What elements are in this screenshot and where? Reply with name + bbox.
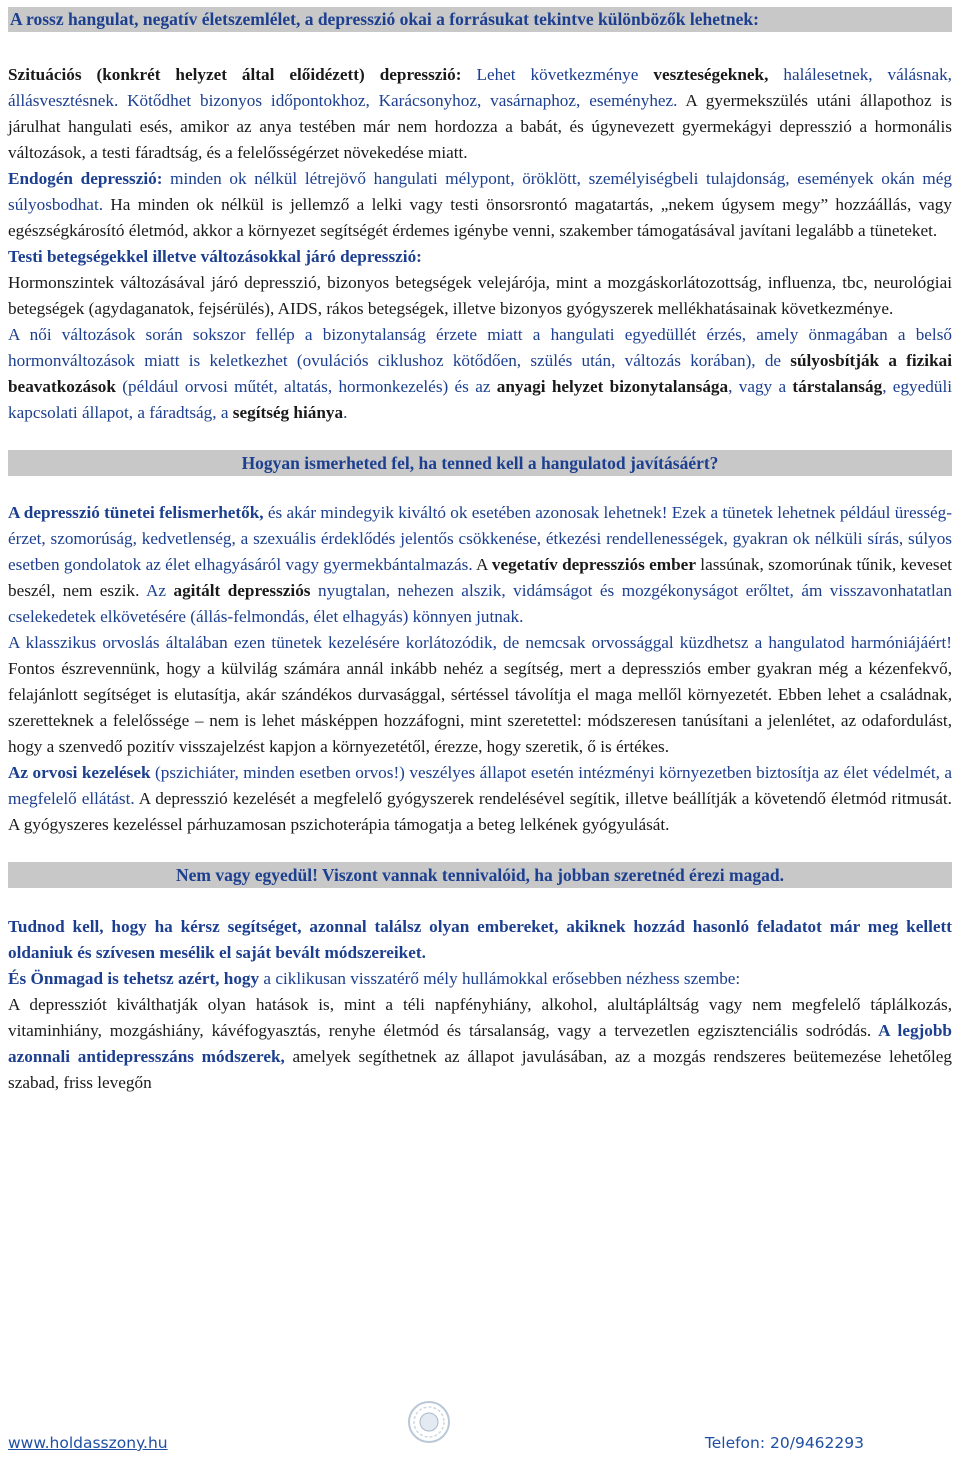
page-footer <box>8 1430 952 1456</box>
physical-illness-paragraph: Testi betegségekkel illetve változásokkal járó depresszió: Hormonszintek változásával járó depresszió, bizonyos betegségek velejárója, mint a mozgáskorlátozottság, influenza, tbc, neurológiai betegségek (agydaganatok, fejsérülés), AIDS, rákos betegségek, illetve bizonyos gyógyszerek mellékhatásainak következménye. <box>8 247 952 318</box>
self-help-paragraph: És Önmagad is tehetsz azért, hogy a ciklikusan visszatérő mély hullámokkal erősebben nézhess szembe: A depressziót kiválthatják olyan hatások is, mint a téli napfényhiány, alkohol, alultápláltság vagy nem megfelelő táplálkozás, vitaminhiány, mozgáshiány, kávéfogyasztás, renyhe életmód és társalanság, vagy a tervezetlen egzisztenciális sodródás. A legjobb azonnali antidepresszáns módszerek, amelyek segíthetnek az állapot javulásában, az a mozgás rendszeres beütemezése lehetőleg szabad, friss levegőn <box>8 969 952 1092</box>
document-page <box>8 0 952 1096</box>
symptoms-paragraph: A depresszió tünetei felismerhetők, és akár mindegyik kiváltó ok esetében azonosak lehetnek! Ezek a tünetek lehetnek például üresség-érzet, szomorúság, kedvetlenség, a szexuális érdeklődés jelentős csökkenése, étkezési rendellenességek, gyakran ok nélküli sírás, súlyos esetben gondolatok az élet elhagyásáról vagy gyermekbántalmazás. A vegetatív depressziós ember lassúnak, szomorúnak tűnik, keveset beszél, nem eszik. Az agitált depressziós nyugtalan, nehezen alszik, vidámságot és mozgékonyságot erőltet, ám visszavonhatatlan cselekedetek elkövetésére (állás-felmondás, élet elhagyás) könnyen jutnak. <box>8 503 953 626</box>
recognize-heading-banner: Hogyan ismerheted fel, ha tenned kell a hangulatod javításáért? <box>8 450 952 476</box>
causes-heading-banner: A rossz hangulat, negatív életszemlélet, a depresszió okai a forrásukat tekintve különbözők lehetnek: <box>8 7 952 32</box>
female-changes-paragraph: A női változások során sokszor fellép a bizonytalanság érzete miatt a hangulati egyedüllét érzés, amely önmagában a belső hormonváltozások miatt is keletkezhet (ovulációs ciklushoz kötődően, szülés után, változás korában), de súlyosbítják a fizikai beavatkozások (például orvosi műtét, altatás, hormonkezelés) és az anyagi helyzet bizonytalansága, vagy a társtalanság, egyedüli kapcsolati állapot, a fáradtság, a segítség hiánya. <box>8 325 952 422</box>
medical-treatment-paragraph: Az orvosi kezelések (pszichiáter, minden esetben orvos!) veszélyes állapot esetén intézményi környezetben biztosítja az élet védelmét, a megfelelő ellátást. A depresszió kezelését a megfelelő gyógyszerek rendelésével segítik, illetve beállítják a követendő életmód ritmusát. A gyógyszeres kezeléssel párhuzamosan pszichoterápia támogatja a beteg lelkének gyógyulását. <box>8 763 952 834</box>
website-link[interactable]: www.holdasszony.hu <box>8 1434 168 1452</box>
classic-medicine-paragraph: A klasszikus orvoslás általában ezen tünetek kezelésére korlátozódik, de nemcsak orvossággal küzdhetsz a hangulatod harmóniájáért! Fontos észrevennünk, hogy a külvilág számára annál inkább nehéz a segítség, mert a depressziós ember gyakran még a kézenfekvő, felajánlott segítséget is elutasítja, akár szándékos durvasággal, sértéssel távolítja el maga mellől környezetét. Ebben lehet a családnak, szeretteknek a felelőssége – nem is lehet másképpen hozzáfogni, mint szeretettel: módszeresen tanúsítani a jelenlétet, az odafordulást, hogy a szenvedő pozitív visszajelzést kapjon a környezetétől, érezze, hogy szeretik, ő is értékes. <box>8 633 952 756</box>
help-paragraph: Tudnod kell, hogy ha kérsz segítséget, azonnal találsz olyan embereket, akiknek hozzád hasonló feladatot már meg kellett oldaniuk és szívesen mesélik el saját bevált módszereiket. <box>8 917 952 962</box>
not-alone-heading-banner: Nem vagy egyedül! Viszont vannak tennivalóid, ha jobban szeretnéd érezi magad. <box>8 862 952 888</box>
physical-illness-heading: Testi betegségekkel illetve változásokkal járó depresszió: <box>8 247 422 266</box>
endogenous-paragraph: Endogén depresszió: minden ok nélkül létrejövő hangulati mélypont, öröklött, személyiségbeli tulajdonság, események okán még súlyosbodhat. Ha minden ok nélkül is jellemző a lelki vagy testi önsorsrontó magatartás, „nekem úgysem megy” hozzáállás, vagy egészségkárosító életmód, akkor a környezet segítségét érdemes igénybe venni, szakember támogatásával javítani legalább a tüneteket. <box>8 169 952 240</box>
phone-number: Telefon: 20/9462293 <box>704 1434 864 1452</box>
situational-paragraph: Szituációs (konkrét helyzet által előidézett) depresszió: Lehet következménye veszteségeknek, halálesetnek, válásnak, állásvesztésnek. Kötődhet bizonyos időpontokhoz, Karácsonyhoz, vasárnaphoz, eseményhez. A gyermekszülés utáni állapothoz is járulhat hangulati esés, amikor az anya testében már nem hordozza a babát, és úgynevezett gyermekágyi depresszió a hormonális változások, a testi fáradtság, és a felelősségérzet növekedése miatt. <box>8 65 952 162</box>
